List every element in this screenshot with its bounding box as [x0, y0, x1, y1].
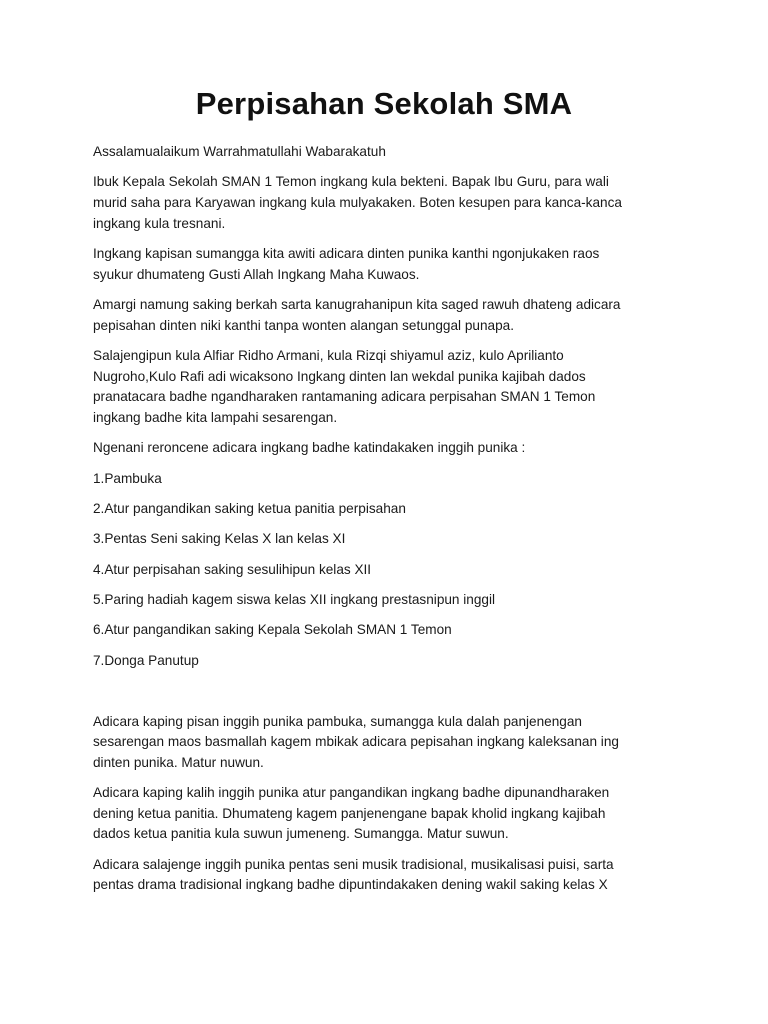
paragraph-blessing: Amargi namung saking berkah sarta kanugrahanipun kita saged rawuh dhateng adicara pepisahan dinten niki kanthi tanpa wonten alangan setunggal punapa. — [93, 296, 621, 333]
document-body — [93, 142, 683, 906]
blank-line — [93, 681, 683, 711]
paragraph-salutation: Ibuk Kepala Sekolah SMAN 1 Temon ingkang kula bekteni. Bapak Ibu Guru, para wali murid saha para Karyawan ingkang kula mulyakaken. Boten kesupen para kanca-kanca ingkang kula tresnani. — [93, 174, 622, 231]
agenda-item: 4.Atur perpisahan saking sesulihipun kelas XII — [93, 561, 372, 577]
agenda-item: 5.Paring hadiah kagem siswa kelas XII ingkang prestasnipun inggil — [93, 592, 496, 608]
document-title: Perpisahan Sekolah SMA — [195, 86, 573, 121]
agenda-item: 6.Atur pangandikan saking Kepala Sekolah SMAN 1 Temon — [93, 622, 452, 638]
paragraph-opening-segment: Adicara kaping pisan inggih punika pambuka, sumangga kula dalah panjenengan sesarengan maos basmallah kagem mbikak adicara pepisahan ingkang kaleksanan ing dinten punika. Matur nuwun. — [93, 713, 619, 770]
paragraph-gratitude: Ingkang kapisan sumangga kita awiti adicara dinten punika kanthi ngonjukaken raos syukur dhumateng Gusti Allah Ingkang Maha Kuwaos. — [93, 245, 600, 282]
agenda-item: 7.Donga Panutup — [93, 652, 199, 668]
paragraph-mc-introduction: Salajengipun kula Alfiar Ridho Armani, kula Rizqi shiyamul aziz, kulo Aprilianto Nugroho,Kulo Rafi adi wicaksono Ingkang dinten lan wekdal punika kajibah dados pranatacara badhe ngandharaken rantamaning adicara perpisahan SMAN 1 Temon ingkang badhe kita lampahi sesarengan. — [93, 347, 596, 425]
agenda-list — [93, 469, 683, 672]
greeting: Assalamualaikum Warrahmatullahi Wabarakatuh — [93, 144, 386, 159]
agenda-item: 1.Pambuka — [93, 470, 162, 486]
paragraph-committee-speech: Adicara kaping kalih inggih punika atur pangandikan ingkang badhe dipunandharaken dening ketua panitia. Dhumateng kagem panjenengane bapak kholid ingkang kajibah dados ketua panitia kula suwun jumeneng. Sumangga. Matur suwun. — [93, 785, 610, 842]
agenda-item: 2.Atur pangandikan saking ketua panitia perpisahan — [93, 500, 406, 516]
paragraph-agenda-intro: Ngenani reroncene adicara ingkang badhe katindakaken inggih punika : — [93, 440, 526, 456]
agenda-item: 3.Pentas Seni saking Kelas X lan kelas XI — [93, 531, 346, 547]
paragraph-art-performance: Adicara salajenge inggih punika pentas seni musik tradisional, musikalisasi puisi, sarta pentas drama tradisional ingkang badhe dipuntindakaken dening wakil saking kelas X — [93, 856, 614, 893]
